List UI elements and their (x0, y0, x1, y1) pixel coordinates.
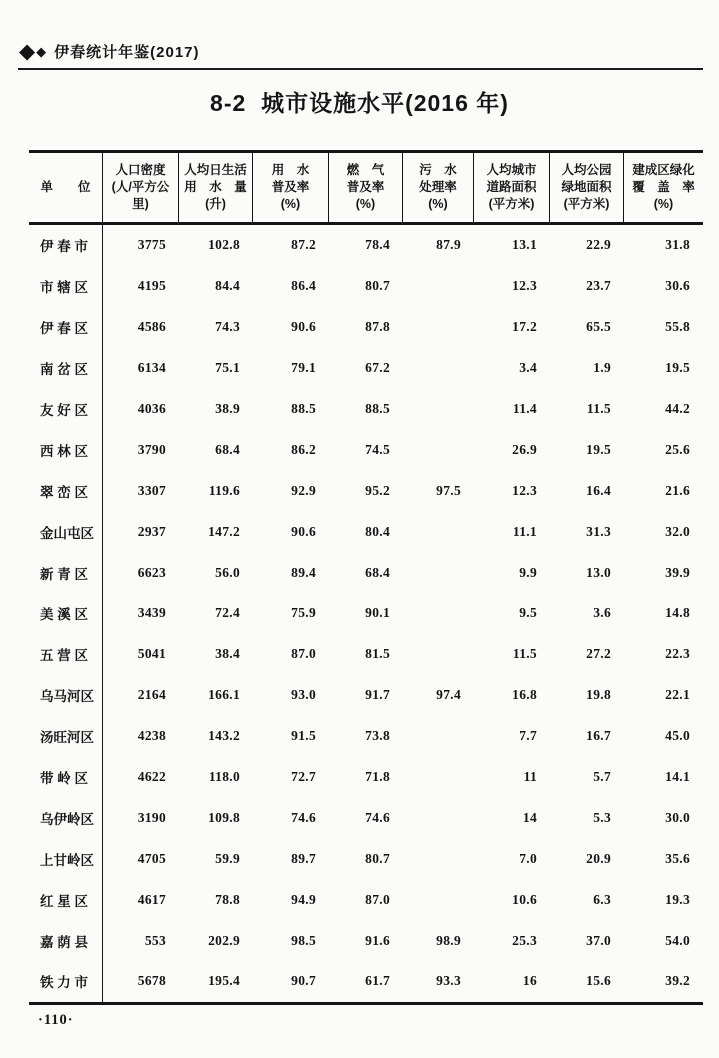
cell-value: 94.9 (291, 891, 316, 907)
page-number: ·110· (38, 1012, 74, 1028)
column-header-water-coverage: 用 水 普及率 (%) (253, 153, 329, 222)
cell-value: 21.6 (665, 482, 690, 498)
cell-value: 89.4 (291, 564, 316, 580)
cell-value: 31.8 (665, 237, 690, 253)
cell-value: 97.5 (436, 482, 461, 498)
cell-value: 6134 (137, 360, 166, 376)
column-header-park-green-area: 人均公园 绿地面积 (平方米) (550, 153, 624, 222)
cell-value: 2164 (137, 687, 166, 703)
cell-value: 59.9 (215, 850, 240, 866)
cell-value: 3775 (137, 237, 166, 253)
cell-value: 80.4 (365, 523, 390, 539)
cell-value: 7.7 (519, 728, 537, 744)
table-row (29, 920, 703, 961)
cell-value (403, 634, 474, 675)
cell-value: 72.7 (291, 769, 316, 785)
column-header-green-coverage: 建成区绿化 覆 盖 率 (%) (632, 163, 695, 211)
table-row (29, 266, 703, 307)
cell-value: 2937 (137, 523, 166, 539)
cell-value: 87.9 (436, 237, 461, 253)
cell-value: 3.6 (593, 605, 611, 621)
cell-value: 87.8 (365, 319, 390, 335)
table-row (29, 879, 703, 920)
column-header-daily-water-use: 人均日生活 用 水 量 (升) (179, 153, 253, 222)
cell-value: 16.8 (512, 687, 537, 703)
cell-value: 55.8 (665, 319, 690, 335)
table-row (29, 348, 703, 389)
cell-value: 79.1 (291, 360, 316, 376)
cell-value: 89.7 (291, 850, 316, 866)
cell-value: 73.8 (365, 728, 390, 744)
cell-value: 93.3 (436, 973, 461, 989)
cell-value: 25.6 (665, 441, 690, 457)
cell-value: 14 (522, 809, 537, 825)
header-divider (18, 68, 703, 70)
cell-value: 4195 (137, 278, 166, 294)
cell-value: 80.7 (365, 278, 390, 294)
cell-value: 93.0 (291, 687, 316, 703)
cell-value (403, 552, 474, 593)
row-label: 伊 春 市 (29, 225, 103, 266)
cell-value: 90.7 (291, 973, 316, 989)
diamond-small-icon: ◆ (36, 44, 48, 59)
row-label: 乌伊岭区 (29, 797, 103, 838)
cell-value: 22.9 (586, 237, 611, 253)
cell-value: 32.0 (665, 523, 690, 539)
cell-value: 92.9 (291, 482, 316, 498)
cell-value: 143.2 (208, 728, 240, 744)
cell-value: 39.2 (665, 973, 690, 989)
cell-value: 4622 (137, 769, 166, 785)
cell-value: 91.6 (365, 932, 390, 948)
cell-value: 87.0 (291, 646, 316, 662)
cell-value: 71.8 (365, 769, 390, 785)
cell-value: 19.5 (665, 360, 690, 376)
cell-value: 11.4 (512, 401, 537, 416)
cell-value: 10.6 (512, 891, 537, 907)
row-label: 金山屯区 (29, 511, 103, 552)
cell-value: 78.4 (365, 237, 390, 253)
cell-value: 67.2 (365, 360, 390, 376)
cell-value: 37.0 (586, 932, 611, 948)
cell-value: 45.0 (665, 728, 690, 744)
cell-value: 16 (522, 973, 537, 989)
cell-value (403, 307, 474, 348)
cell-value: 56.0 (215, 564, 240, 580)
cell-value: 15.6 (586, 973, 611, 989)
cell-value: 68.4 (365, 564, 390, 580)
cell-value: 54.0 (665, 932, 690, 948)
cell-value: 9.9 (519, 564, 537, 580)
cell-value: 38.4 (215, 646, 240, 662)
cell-value: 98.9 (436, 932, 461, 948)
cell-value: 6.3 (593, 891, 611, 907)
cell-value: 26.9 (512, 441, 537, 457)
cell-value: 88.5 (291, 401, 316, 416)
cell-value: 3790 (137, 441, 166, 457)
cell-value: 74.6 (291, 809, 316, 825)
cell-value: 102.8 (208, 237, 240, 253)
cell-value: 3190 (137, 809, 166, 825)
cell-value: 19.5 (586, 441, 611, 457)
cell-value: 98.5 (291, 932, 316, 948)
cell-value: 3307 (137, 482, 166, 498)
table-row (29, 307, 703, 348)
cell-value: 87.2 (291, 237, 316, 253)
cell-value: 75.1 (215, 360, 240, 376)
cell-value: 74.5 (365, 441, 390, 457)
cell-value: 11.5 (512, 646, 537, 662)
cell-value: 65.5 (586, 319, 611, 335)
cell-value: 5041 (137, 646, 166, 662)
cell-value: 75.9 (291, 605, 316, 621)
cell-value: 118.0 (208, 769, 240, 785)
table-row (29, 552, 703, 593)
cell-value: 19.8 (586, 687, 611, 703)
row-label: 上甘岭区 (29, 838, 103, 879)
yearbook-title: 伊春统计年鉴(2017) (54, 44, 200, 61)
row-label: 铁 力 市 (29, 961, 103, 1002)
row-label: 翠 峦 区 (29, 470, 103, 511)
cell-value: 30.0 (665, 809, 690, 825)
cell-value (403, 429, 474, 470)
cell-value (403, 757, 474, 798)
row-label: 美 溪 区 (29, 593, 103, 634)
table-row (29, 511, 703, 552)
cell-value: 16.7 (586, 728, 611, 744)
cell-value: 87.0 (365, 891, 390, 907)
cell-value (403, 593, 474, 634)
cell-value: 74.6 (365, 809, 390, 825)
cell-value: 1.9 (593, 360, 611, 376)
cell-value: 90.6 (291, 319, 316, 335)
cell-value: 86.4 (291, 278, 316, 294)
row-label: 南 岔 区 (29, 348, 103, 389)
cell-value (403, 797, 474, 838)
cell-value: 44.2 (665, 401, 690, 416)
cell-value: 553 (144, 932, 166, 948)
cell-value: 5.7 (593, 769, 611, 785)
table-row (29, 225, 703, 266)
cell-value: 12.3 (512, 482, 537, 498)
row-label: 乌马河区 (29, 675, 103, 716)
cell-value: 68.4 (215, 441, 240, 457)
cell-value: 147.2 (208, 523, 240, 539)
statistics-table (29, 150, 703, 1005)
cell-value: 30.6 (665, 278, 690, 294)
cell-value: 109.8 (208, 809, 240, 825)
row-label: 伊 春 区 (29, 307, 103, 348)
cell-value: 23.7 (586, 278, 611, 294)
row-label: 红 星 区 (29, 879, 103, 920)
cell-value: 91.7 (365, 687, 390, 703)
cell-value: 7.0 (519, 850, 537, 866)
table-row (29, 675, 703, 716)
cell-value: 22.1 (665, 687, 690, 703)
cell-value: 61.7 (365, 973, 390, 989)
table-row (29, 593, 703, 634)
cell-value: 5.3 (593, 809, 611, 825)
row-label: 新 青 区 (29, 552, 103, 593)
column-header-sewage-treatment: 污 水 处理率 (%) (403, 153, 474, 222)
cell-value: 91.5 (291, 728, 316, 744)
cell-value: 4036 (137, 401, 166, 416)
cell-value: 78.8 (215, 891, 240, 907)
table-row (29, 470, 703, 511)
cell-value: 6623 (137, 564, 166, 580)
table-row (29, 797, 703, 838)
table-row (29, 716, 703, 757)
cell-value: 90.6 (291, 523, 316, 539)
cell-value: 16.4 (586, 482, 611, 498)
cell-value (403, 266, 474, 307)
row-label: 西 林 区 (29, 429, 103, 470)
table-row (29, 838, 703, 879)
column-header-gas-coverage: 燃 气 普及率 (%) (329, 153, 403, 222)
cell-value: 35.6 (665, 850, 690, 866)
cell-value: 97.4 (436, 687, 461, 703)
cell-value: 13.1 (512, 237, 537, 253)
row-label: 市 辖 区 (29, 266, 103, 307)
row-label: 汤旺河区 (29, 716, 103, 757)
cell-value (403, 348, 474, 389)
cell-value: 25.3 (512, 932, 537, 948)
cell-value: 80.7 (365, 850, 390, 866)
table-header-row (29, 153, 703, 225)
cell-value: 81.5 (365, 646, 390, 662)
cell-value: 166.1 (208, 687, 240, 703)
cell-value (403, 838, 474, 879)
cell-value: 4617 (137, 891, 166, 907)
cell-value: 88.5 (365, 401, 390, 416)
column-header-road-area: 人均城市 道路面积 (平方米) (474, 153, 550, 222)
cell-value: 20.9 (586, 850, 611, 866)
cell-value: 9.5 (519, 605, 537, 621)
cell-value: 90.1 (365, 605, 390, 621)
cell-value: 4705 (137, 850, 166, 866)
diamond-icon: ◆ (19, 40, 37, 63)
cell-value: 19.3 (665, 891, 690, 907)
row-label: 五 营 区 (29, 634, 103, 675)
cell-value: 38.9 (215, 401, 240, 416)
table-body (29, 225, 703, 1002)
cell-value: 39.9 (665, 564, 690, 580)
cell-value: 14.1 (665, 769, 690, 785)
row-label: 带 岭 区 (29, 757, 103, 798)
cell-value: 72.4 (215, 605, 240, 621)
row-label: 友 好 区 (29, 389, 103, 430)
table-row (29, 634, 703, 675)
cell-value: 3439 (137, 605, 166, 621)
column-header-population-density: 人口密度 (人/平方公 里) (103, 153, 179, 222)
cell-value: 84.4 (215, 278, 240, 294)
cell-value: 17.2 (512, 319, 537, 335)
cell-value: 22.3 (665, 646, 690, 662)
cell-value (403, 716, 474, 757)
cell-value: 202.9 (208, 932, 240, 948)
cell-value: 119.6 (208, 482, 240, 498)
cell-value: 95.2 (365, 482, 390, 498)
cell-value: 11.5 (586, 401, 611, 416)
cell-value: 12.3 (512, 278, 537, 294)
cell-value: 86.2 (291, 441, 316, 457)
cell-value (403, 879, 474, 920)
row-label: 嘉 荫 县 (29, 920, 103, 961)
cell-value: 195.4 (208, 973, 240, 989)
column-header-unit: 单 位 (29, 153, 103, 222)
cell-value: 3.4 (519, 360, 537, 376)
cell-value: 4586 (137, 319, 166, 335)
cell-value: 74.3 (215, 319, 240, 335)
cell-value: 11.1 (512, 523, 537, 539)
cell-value: 4238 (137, 728, 166, 744)
table-row (29, 429, 703, 470)
cell-value (403, 389, 474, 430)
cell-value: 14.8 (665, 605, 690, 621)
table-row (29, 389, 703, 430)
cell-value (403, 511, 474, 552)
table-row (29, 757, 703, 798)
running-header (19, 41, 200, 62)
table-row (29, 961, 703, 1002)
cell-value: 31.3 (586, 523, 611, 539)
cell-value: 11 (523, 769, 537, 785)
cell-value: 13.0 (586, 564, 611, 580)
cell-value: 5678 (137, 973, 166, 989)
cell-value: 27.2 (586, 646, 611, 662)
page-title: 8-2 城市设施水平(2016 年) (210, 90, 509, 116)
